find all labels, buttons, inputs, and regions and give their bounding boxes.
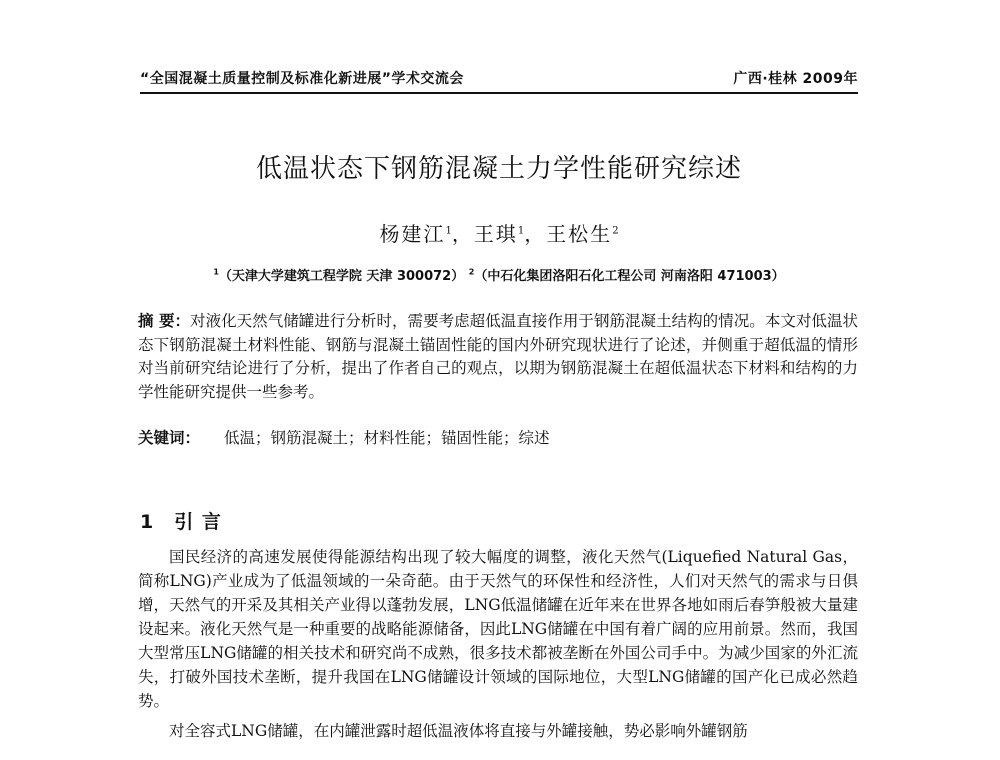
author-name: 王松生	[546, 222, 613, 246]
author-separator: ，	[451, 222, 474, 246]
author-affil-mark: 1	[445, 225, 452, 237]
affiliations	[140, 265, 858, 284]
section-title: 引 言	[174, 511, 222, 533]
abstract-label: 摘 要：	[138, 312, 191, 330]
affil-text: （中石化集团洛阳石化工程公司 河南洛阳 471003）	[474, 269, 785, 284]
running-header	[140, 68, 858, 92]
conference-location-year: 广西·桂林 2009年	[733, 71, 858, 87]
author-list	[140, 218, 858, 247]
affil-text: （天津大学建筑工程学院 天津 300072）	[218, 269, 465, 284]
abstract-text: 对液化天然气储罐进行分析时，需要考虑超低温直接作用于钢筋混凝土结构的情况。本文对低温状态下钢筋混凝土材料性能、钢筋与混凝土锚固性能的国内外研究现状进行了论述，并侧重于超低温的情形对当前研究结论进行了分析，提出了作者自己的观点，以期为钢筋混凝土在超低温状态下材料和结构的力学性能研究提供一些参考。	[138, 312, 858, 401]
body-text	[138, 545, 858, 743]
author-affil-mark: 1	[517, 225, 525, 237]
section-heading	[140, 507, 222, 534]
affil-mark: 2	[468, 267, 475, 277]
author-affil-mark: 2	[612, 225, 619, 237]
affil-mark: 1	[213, 267, 219, 277]
header-rule	[140, 92, 858, 94]
section-number: 1	[140, 511, 155, 533]
author-separator: ，	[524, 222, 547, 246]
conference-name: “全国混凝土质量控制及标准化新进展”学术交流会	[140, 71, 464, 87]
author-name: 杨建江	[379, 222, 446, 246]
keywords-label: 关键词：	[138, 429, 201, 447]
keywords	[138, 426, 858, 448]
body-paragraph: 对全容式LNG储罐，在内罐泄露时超低温液体将直接与外罐接触，势必影响外罐钢筋	[169, 722, 748, 740]
abstract	[138, 310, 858, 404]
keywords-text: 低温；钢筋混凝土；材料性能；锚固性能；综述	[224, 429, 550, 447]
author-name: 王琪	[473, 222, 518, 246]
body-paragraph: 国民经济的高速发展使得能源结构出现了较大幅度的调整，液化天然气(Liquefied Natural Gas，简称LNG)产业成为了低温领域的一朵奇葩。由于天然气的环保性和经济性，人们对天然气的需求与日俱增，天然气的开采及其相关产业得以蓬勃发展，LNG低温储罐在近年来在世界各地如雨后春笋般被大量建设起来。液化天然气是一种重要的战略能源储备，因此LNG储罐在中国有着广阔的应用前景。然而，我国大型常压LNG储罐的相关技术和研究尚不成熟，很多技术都被垄断在外国公司手中。为减少国家的外汇流失，打破外国技术垄断，提升我国在LNG储罐设计领域的国际地位，大型LNG储罐的国产化已成必然趋势。	[138, 548, 858, 710]
paper-title: 低温状态下钢筋混凝土力学性能研究综述	[255, 154, 742, 184]
